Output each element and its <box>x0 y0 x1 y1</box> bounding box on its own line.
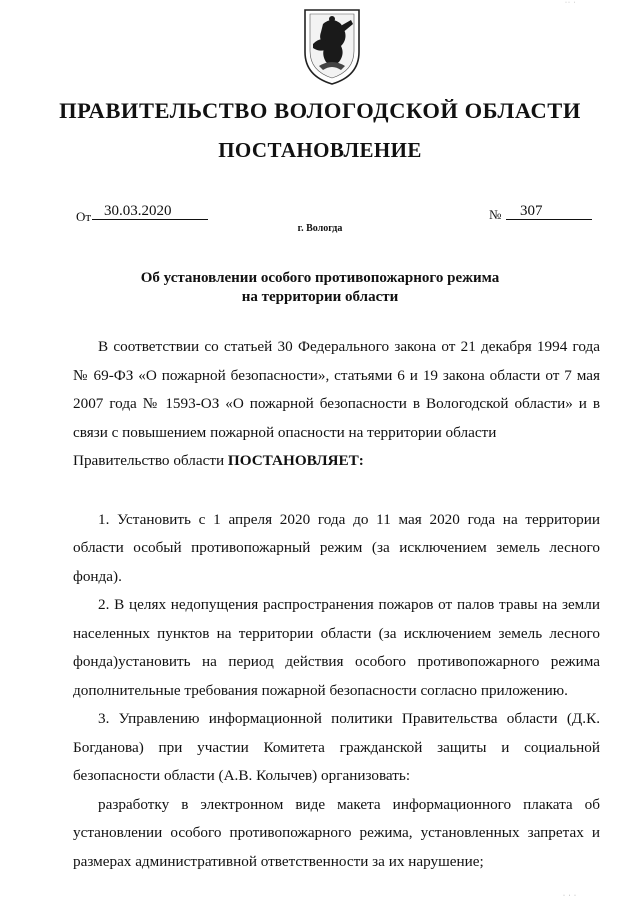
document-date: 30.03.2020 <box>92 203 208 220</box>
date-label: От <box>76 209 92 224</box>
decree-intro: Правительство области <box>73 452 225 469</box>
item-3-sub-paragraph: разработку в электронном виде макета информационного плаката об установлении особого противопожарного режима, установленных запретах и размерах административной ответственности за их нарушение; <box>73 795 600 870</box>
document-type-heading: ПОСТАНОВЛЕНИЕ <box>218 138 422 162</box>
item-3-paragraph: 3. Управлению информационной политики Правительства области (Д.К. Богданова) при участии Комитета гражданской защиты и социальной безопасности области (А.В. Колычев) организовать: <box>73 710 600 784</box>
item-1-paragraph: 1. Установить с 1 апреля 2020 года до 11 мая 2020 года на территории области особый противопожарный режим (за исключением земель лесного фонда). <box>73 510 600 585</box>
decree-word: ПОСТАНОВЛЯЕТ: <box>227 452 364 469</box>
document-number: 307 <box>506 203 592 220</box>
organization-heading: ПРАВИТЕЛЬСТВО ВОЛОГОДСКОЙ ОБЛАСТИ <box>59 98 581 123</box>
number-label: № <box>489 207 502 222</box>
city-label: г. Вологда <box>297 223 343 234</box>
scan-artifact-mark: ·· · <box>565 0 577 6</box>
scan-artifact-mark: · · · <box>563 893 577 899</box>
paragraph-gap <box>73 476 600 506</box>
title-line-2: на территории области <box>241 289 399 305</box>
decree-paragraph <box>73 447 600 476</box>
preamble-paragraph: В соответствии со статьей 30 Федерального закона от 21 декабря 1994 года № 69-ФЗ «О пожарной безопасности», статьями 6 и 19 закона области от 7 мая 2007 года № 1593-ОЗ «О пожарной безопасности в Вологодской области» и в связи с повышением пожарной опасности на территории области <box>73 338 600 441</box>
title-line-1: Об установлении особого противопожарного режима <box>140 270 500 286</box>
document-body <box>73 333 600 876</box>
document-title <box>0 269 640 307</box>
coat-of-arms-emblem <box>301 6 363 86</box>
item-2-paragraph: 2. В целях недопущения распространения пожаров от палов травы на земли населенных пунктов на территории области (за исключением земель лесного фонда)установить на период действия особого противопожарного режима дополнительные требования пожарной безопасности согласно приложению. <box>73 596 600 699</box>
